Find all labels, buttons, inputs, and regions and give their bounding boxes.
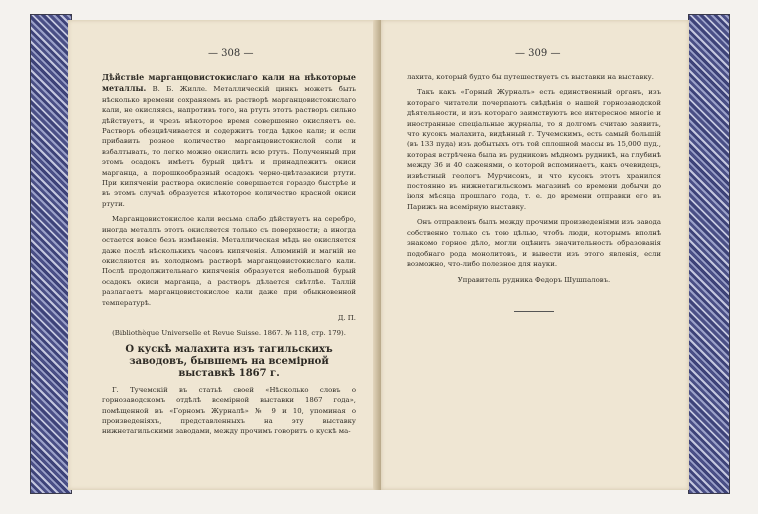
right-page-text (407, 72, 661, 312)
section1-paragraph-2: Марганцовистокислое кали весьма слабо дѣйствуетъ на серебро, иногда металлъ этотъ окисляется только съ поверхности; а иногда остается вовсе безъ измѣненія. Металлическая мѣдь не окисляется даже послѣ нѣсколькихъ часовъ кипяченія. Алюминій и магній не окисляются въ холодномъ растворѣ марганцовистокислаго кали. Послѣ продолжительнаго кипяченія образуется небольшой бурый осадокъ окиси марганца, а растворъ дѣлается свѣтлѣе. Таллій разлагаетъ марганцовистокислое кали даже при обыкновенной температурѣ. (102, 215, 356, 307)
right-paragraph-0: лахита, который будто бы путешествуетъ съ выставки на выставку. (407, 73, 654, 81)
source-citation: (Bibliothèque Universelle et Revue Suisse. 1867. № 118, стр. 179). (112, 329, 346, 338)
signature-left: Д. П. (337, 313, 356, 322)
closing-rule (514, 311, 554, 312)
left-page-text (102, 72, 356, 442)
book-cover-right (688, 14, 730, 494)
left-page (68, 20, 381, 490)
right-paragraph-2: Онъ отправленъ былъ между прочими произведеніями изъ завода собственно только съ тою цѣлью, чтобъ люди, которымъ вполнѣ знакомо горное дѣло, могли оцѣнить значительность образованія подобнаго рода монолитовъ, и вывести изъ этого явленія, если возможно, что-либо полезное для науки. (407, 218, 661, 268)
section1-title: Дѣйствіе марганцовистокислаго кали на нѣкоторые металлы. (102, 72, 356, 94)
book-cover-left (30, 14, 72, 494)
page-number-left: — 308 — (208, 48, 254, 59)
signature-right: Управитель рудника Федоръ Шушпаловъ. (457, 276, 611, 285)
open-book (30, 10, 730, 498)
right-page (381, 20, 689, 490)
section2-paragraph-1: Г. Тучемскій въ статьѣ своей «Нѣсколько словъ о горнозаводскомъ отдѣлѣ всемірной выставки 1867 года», помѣщенной въ «Горномъ Журналѣ» № 9 и 10, упоминая о произведеніяхъ, представленныхъ на эту выставку нижнетагильскими заводами, между прочимъ говоритъ о кускѣ ма- (102, 385, 356, 436)
section1-paragraph-1: В. Б. Жилле. Металлическій цинкъ можетъ быть нѣсколько времени сохраняемъ въ растворѣ марганцовистокислаго кали, не окисляясь, напротивъ того, на ртуть этотъ растворъ сильно дѣйствуетъ, и чрезъ нѣкоторое время совершенно окисляетъ ее. Растворъ обезцвѣчивается и содержитъ тогда ѣдкое кали; и если прибавить розное количество марганцовистокислой соли и взбалтывать, то легко можно окислить всю ртуть. Полученный при этомъ осадокъ имѣетъ бурый цвѣтъ и принадлежитъ окиси марганца, а порошкообразный осадокъ черно-цвѣтазакиси ртути. При кипяченіи раствора окисленіе совершается гораздо быстрѣе и въ этомъ случаѣ образуется нѣкоторое количество красной окиси ртути. (102, 85, 356, 208)
right-paragraph-1: Такъ какъ «Горный Журналъ» есть единственный органъ, изъ котораго читатели почерпаютъ свѣдѣнія о нашей горнозаводской дѣятельности, и изъ котораго заимствуютъ все интересное многіе и иностранные спеціальные журналы, то я долгомъ считаю заявить, что кусокъ малахита, видѣнный г. Тучемскимъ, есть самый большій (въ 133 пуда) изъ добытыхъ отъ той сплошной массы въ 15,000 пуд., которая встрѣчена была въ рудниковъ мѣдномъ рудникѣ, на глубинѣ между 36 и 40 саженями, о которой вспоминаетъ, какъ очевидецъ, извѣстный геологъ Мурчисонъ, и что кусокъ этотъ хранился постоянно въ нижнетагильскомъ магазинѣ со времени добычи до іюля мѣсяца прошлаго года, т. е. до времени отправки его въ Парижъ на всемірную выставку. (407, 88, 661, 211)
section2-title: О кускѣ малахита изъ тагильскихъ заводовъ, бывшемъ на всемірной выставкѣ 1867 г. (125, 343, 333, 379)
page-number-right: — 309 — (515, 48, 561, 59)
